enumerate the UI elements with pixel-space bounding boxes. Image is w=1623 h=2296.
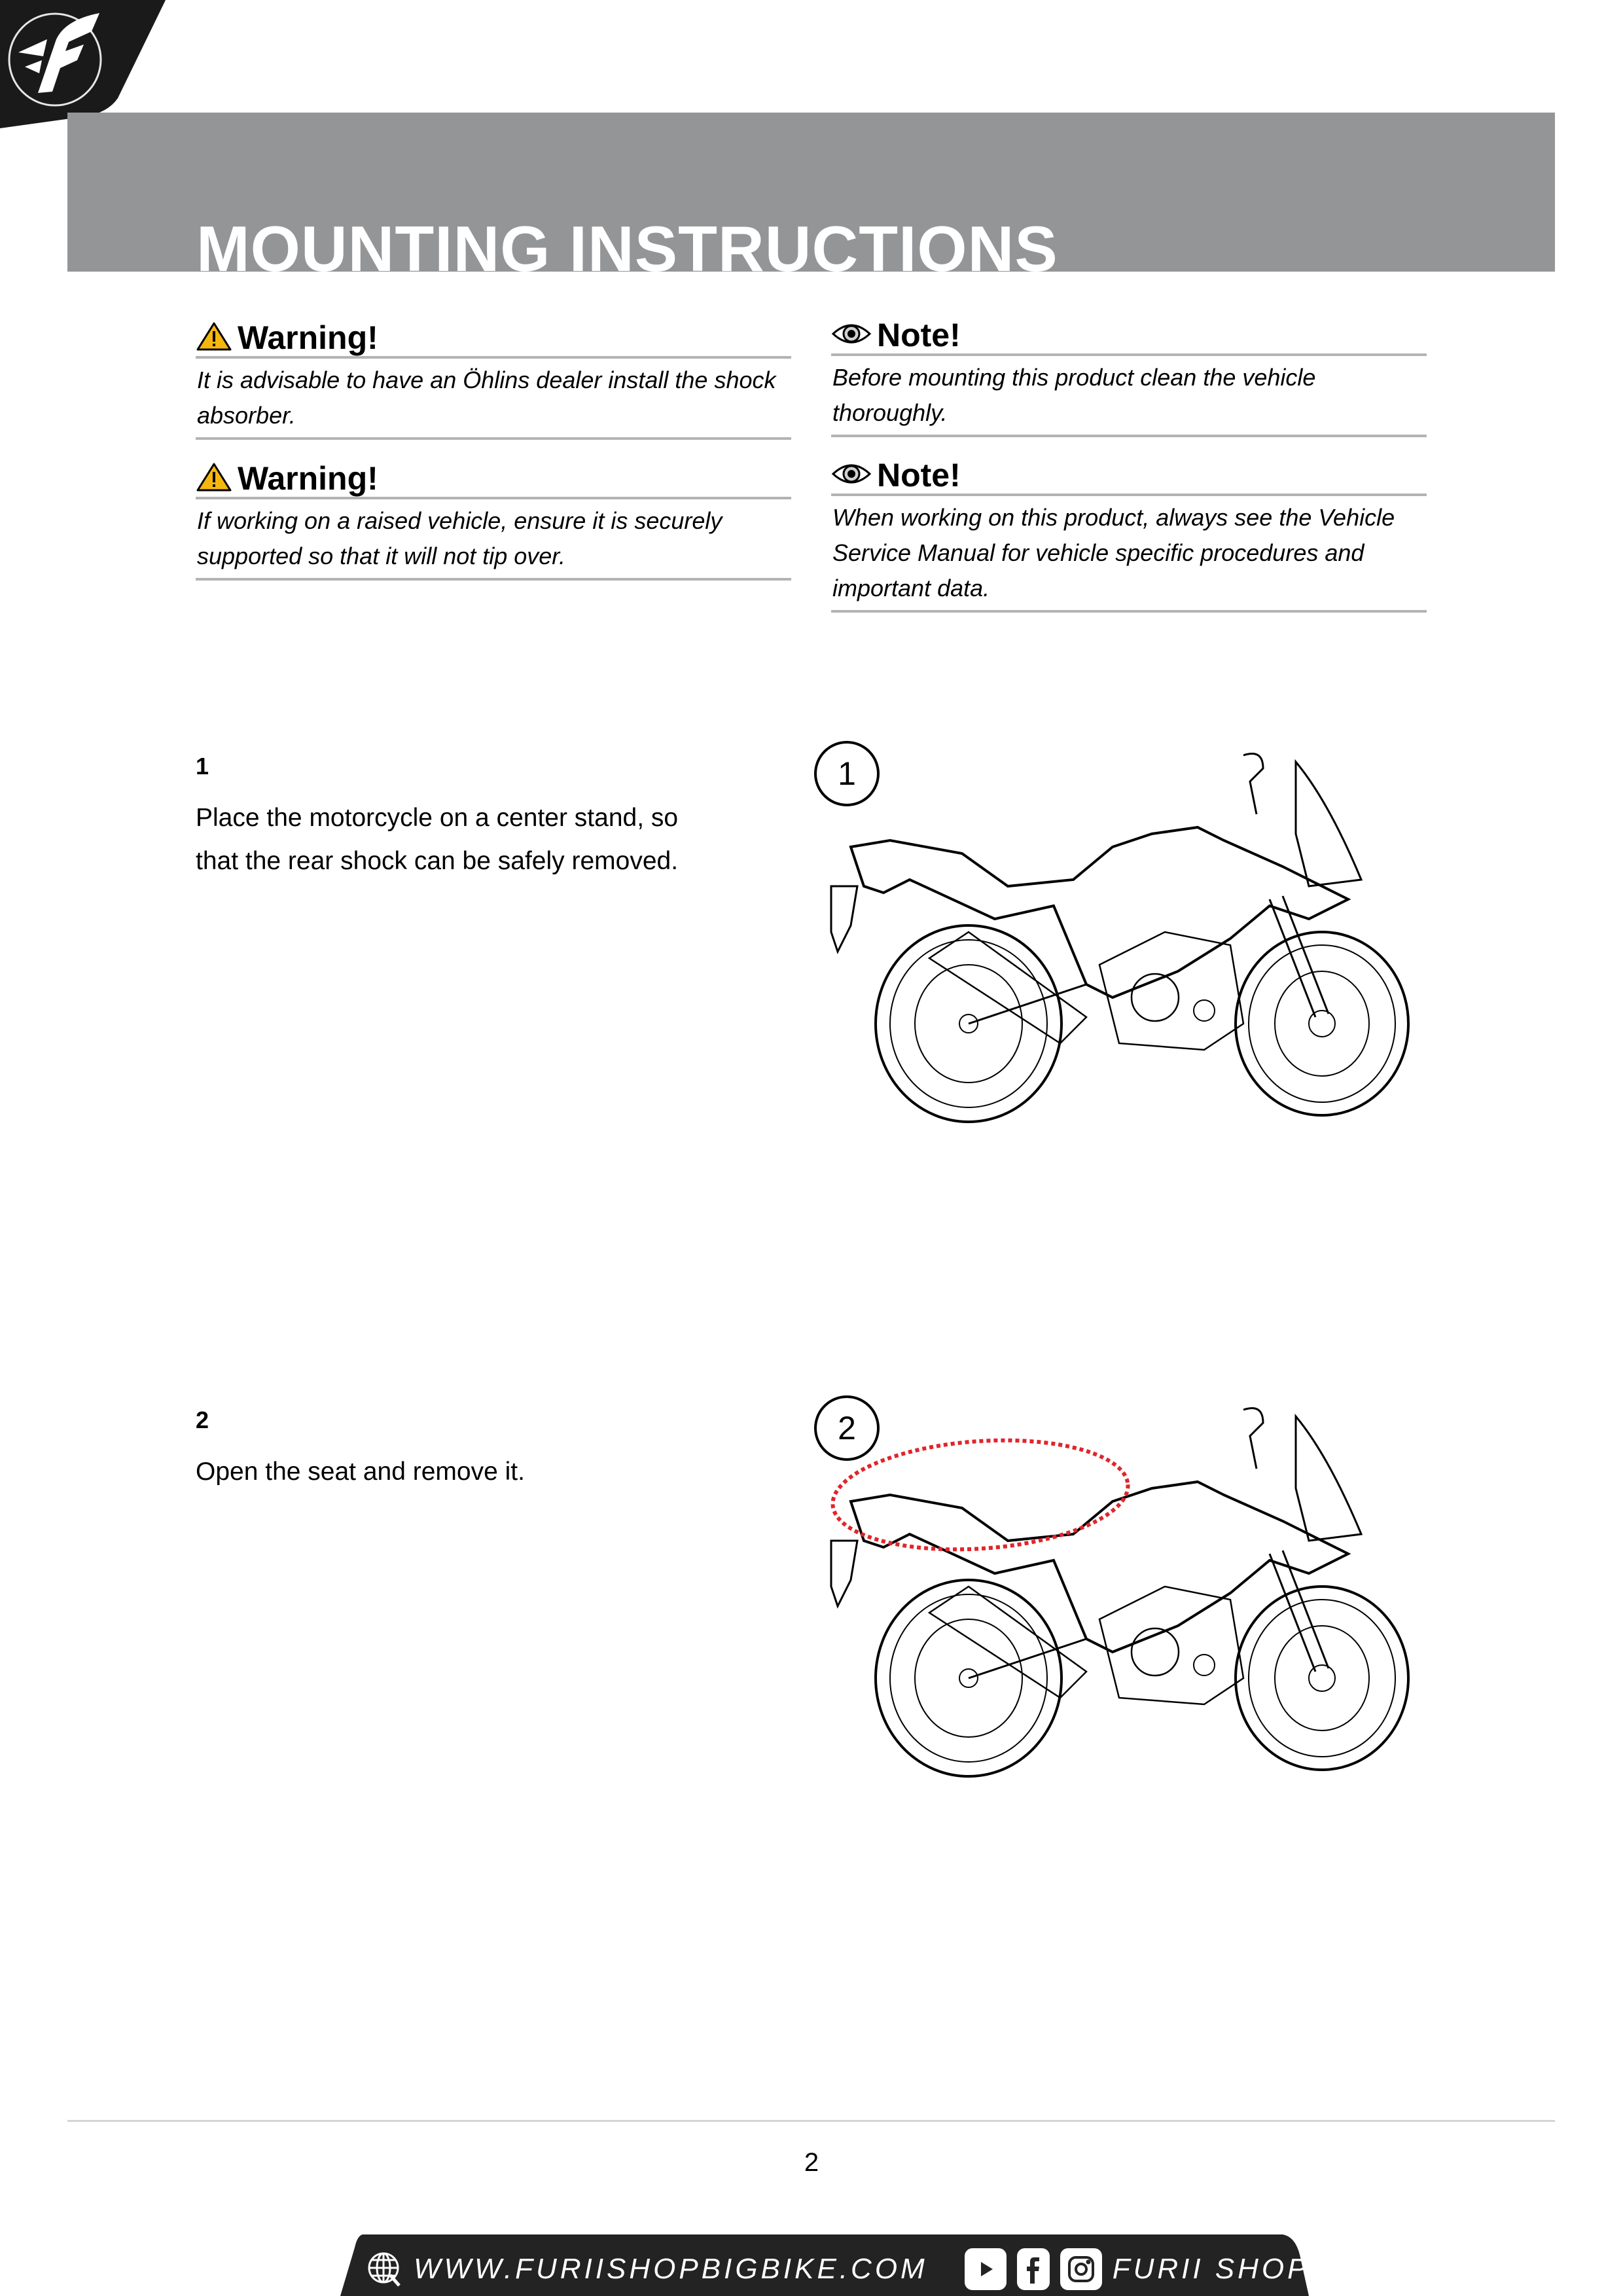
callout-line: supported so that it will not tip over.	[197, 543, 565, 569]
motorcycle-illustration	[812, 736, 1440, 1141]
callout-line: thoroughly.	[832, 399, 948, 426]
page-title: MOUNTING INSTRUCTIONS	[196, 213, 1058, 272]
callout-title: Note!	[877, 317, 961, 353]
step-line: that the rear shock can be safely removed.	[196, 847, 679, 875]
brand-logo	[0, 0, 170, 131]
motorcycle-illustration	[812, 1390, 1440, 1796]
warning-callout-2	[196, 457, 791, 581]
callout-line: important data.	[832, 575, 990, 601]
callout-body	[831, 356, 1427, 437]
warning-callout-1	[196, 317, 791, 440]
footer-contact	[366, 2246, 1310, 2292]
callout-line: Before mounting this product clean the vehicle	[832, 364, 1316, 391]
step-badge: 2	[814, 1395, 880, 1461]
step-description	[196, 1450, 785, 1494]
note-callout-1	[831, 314, 1427, 437]
footer-divider	[67, 2120, 1555, 2122]
note-callout-2	[831, 454, 1427, 613]
callout-body	[196, 499, 791, 581]
title-banner	[67, 113, 1555, 272]
youtube-icon[interactable]	[965, 2248, 1007, 2290]
callout-body	[831, 496, 1427, 613]
step-description	[196, 797, 785, 883]
page-number: 2	[804, 2148, 819, 2177]
callout-line: absorber.	[197, 402, 296, 429]
step-line: Open the seat and remove it.	[196, 1458, 525, 1486]
callout-line: If working on a raised vehicle, ensure it is securely	[197, 507, 722, 534]
globe-icon	[366, 2250, 403, 2288]
step-number: 1	[196, 753, 209, 780]
step-number: 2	[196, 1407, 209, 1433]
callout-line: It is advisable to have an Öhlins dealer install the shock	[197, 367, 776, 393]
callout-body	[196, 359, 791, 440]
facebook-icon[interactable]	[1017, 2248, 1050, 2290]
callout-title: Warning!	[238, 319, 378, 356]
step-2	[196, 1408, 785, 1494]
website-link[interactable]: WWW.FURIISHOPBIGBIKE.COM	[414, 2253, 928, 2285]
callout-title: Note!	[877, 457, 961, 493]
eye-icon	[831, 321, 872, 347]
eye-icon	[831, 461, 872, 487]
step-2-illustration	[812, 1390, 1440, 1796]
step-1-illustration	[812, 736, 1440, 1141]
callout-title: Warning!	[238, 460, 378, 497]
callout-line: When working on this product, always see the Vehicle	[832, 504, 1395, 531]
callout-line: Service Manual for vehicle specific procedures and	[832, 539, 1364, 566]
seat-highlight	[829, 1431, 1132, 1558]
warning-triangle-icon	[196, 462, 232, 492]
step-line: Place the motorcycle on a center stand, so	[196, 804, 679, 832]
step-badge: 1	[814, 741, 880, 806]
step-1	[196, 755, 785, 883]
shop-name: FURII SHOP	[1112, 2253, 1310, 2285]
warning-triangle-icon	[196, 321, 232, 351]
instagram-icon[interactable]	[1060, 2248, 1102, 2290]
